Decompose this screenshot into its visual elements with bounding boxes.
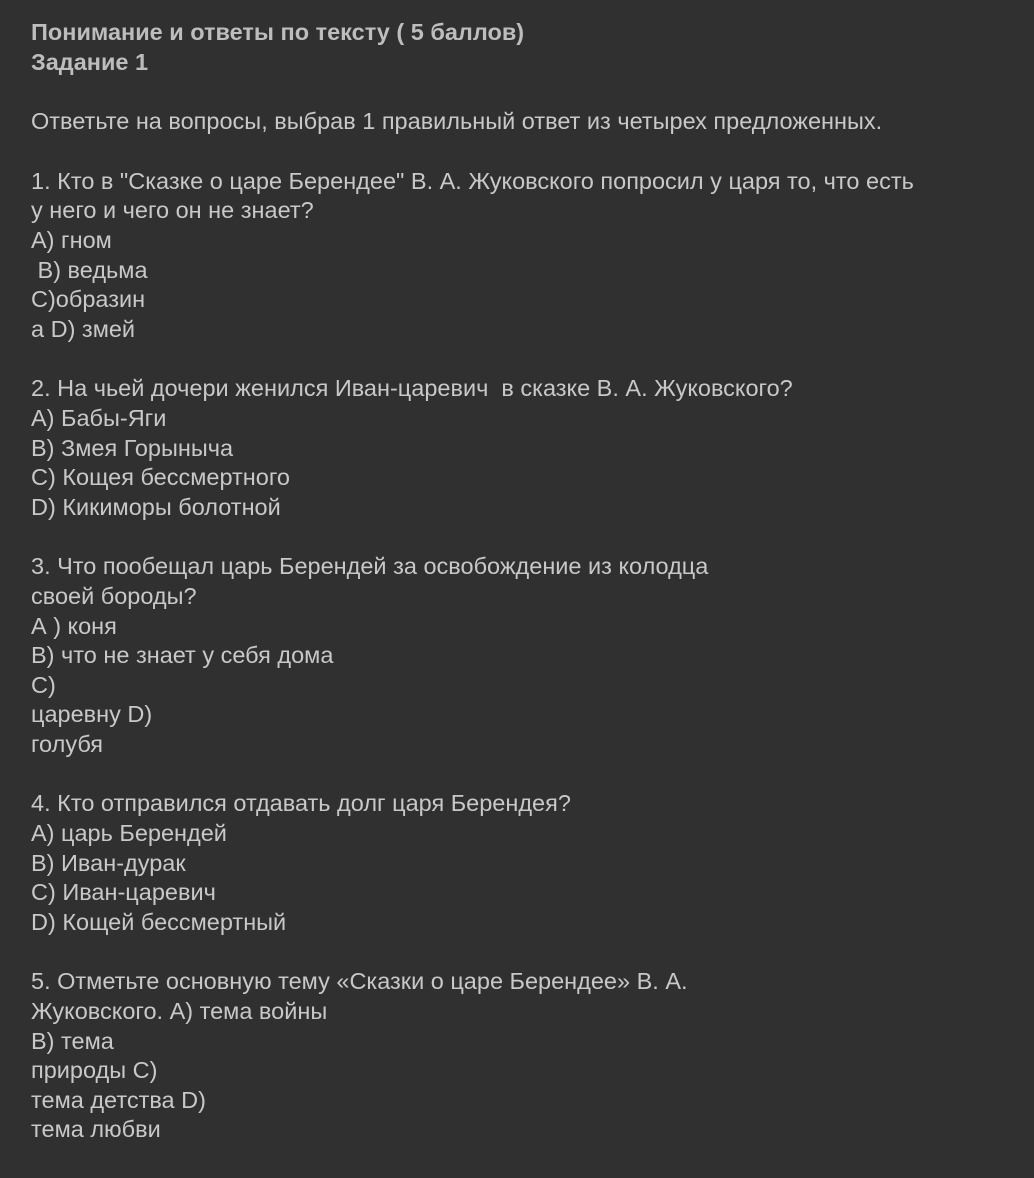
answer-option: С) Кощея бессмертного — [31, 464, 290, 491]
answer-option: D) Кикиморы болотной — [31, 493, 281, 520]
answer-option: А) царь Берендей — [31, 820, 227, 847]
question-text: Жуковского. А) тема войны — [31, 998, 328, 1025]
answer-option: В) ведьма — [31, 256, 148, 283]
question-1 — [31, 167, 1014, 345]
answer-option: С) — [31, 671, 56, 698]
answer-option: С) Иван-царевич — [31, 879, 216, 906]
answer-option: тема детства D) — [31, 1086, 206, 1113]
answer-option: В) что не знает у себя дома — [31, 642, 334, 669]
answer-option: С)образин — [31, 286, 146, 313]
question-5 — [31, 967, 1014, 1145]
answer-option: природы С) — [31, 1057, 158, 1084]
question-text: 4. Кто отправился отдавать долг царя Берендея? — [31, 790, 571, 817]
question-text: 5. Отметьте основную тему «Сказки о царе Берендее» В. А. — [31, 968, 688, 995]
answer-option: А) гном — [31, 226, 112, 253]
answer-option: А) Бабы-Яги — [31, 404, 167, 431]
question-3 — [31, 552, 1014, 759]
answer-option: царевну D) — [31, 701, 153, 728]
instruction-text: Ответьте на вопросы, выбрав 1 правильный ответ из четырех предложенных. — [31, 108, 883, 135]
task-label: Задание 1 — [31, 48, 149, 75]
answer-option: D) Кощей бессмертный — [31, 908, 287, 935]
page-title: Понимание и ответы по тексту ( 5 баллов) — [31, 19, 525, 45]
question-text: у него и чего он не знает? — [31, 197, 314, 224]
answer-option: В) Змея Горыныча — [31, 434, 234, 461]
answer-option: А ) коня — [31, 612, 117, 639]
answer-option: а D) змей — [31, 315, 136, 342]
answer-option: В) Иван-дурак — [31, 849, 186, 876]
answer-option: В) тема — [31, 1027, 114, 1054]
question-text: 1. Кто в "Сказке о царе Берендее" В. А. Жуковского попросил у царя то, что есть — [31, 167, 914, 194]
question-text: 2. На чьей дочери женился Иван-царевич в сказке В. А. Жуковского? — [31, 375, 793, 402]
question-text: 3. Что пообещал царь Берендей за освобождение из колодца — [31, 553, 709, 580]
question-4 — [31, 789, 1014, 937]
answer-option: голубя — [31, 730, 104, 757]
question-text: своей бороды? — [31, 582, 197, 609]
header — [31, 18, 1014, 77]
question-2 — [31, 374, 1014, 522]
answer-option: тема любви — [31, 1116, 161, 1143]
